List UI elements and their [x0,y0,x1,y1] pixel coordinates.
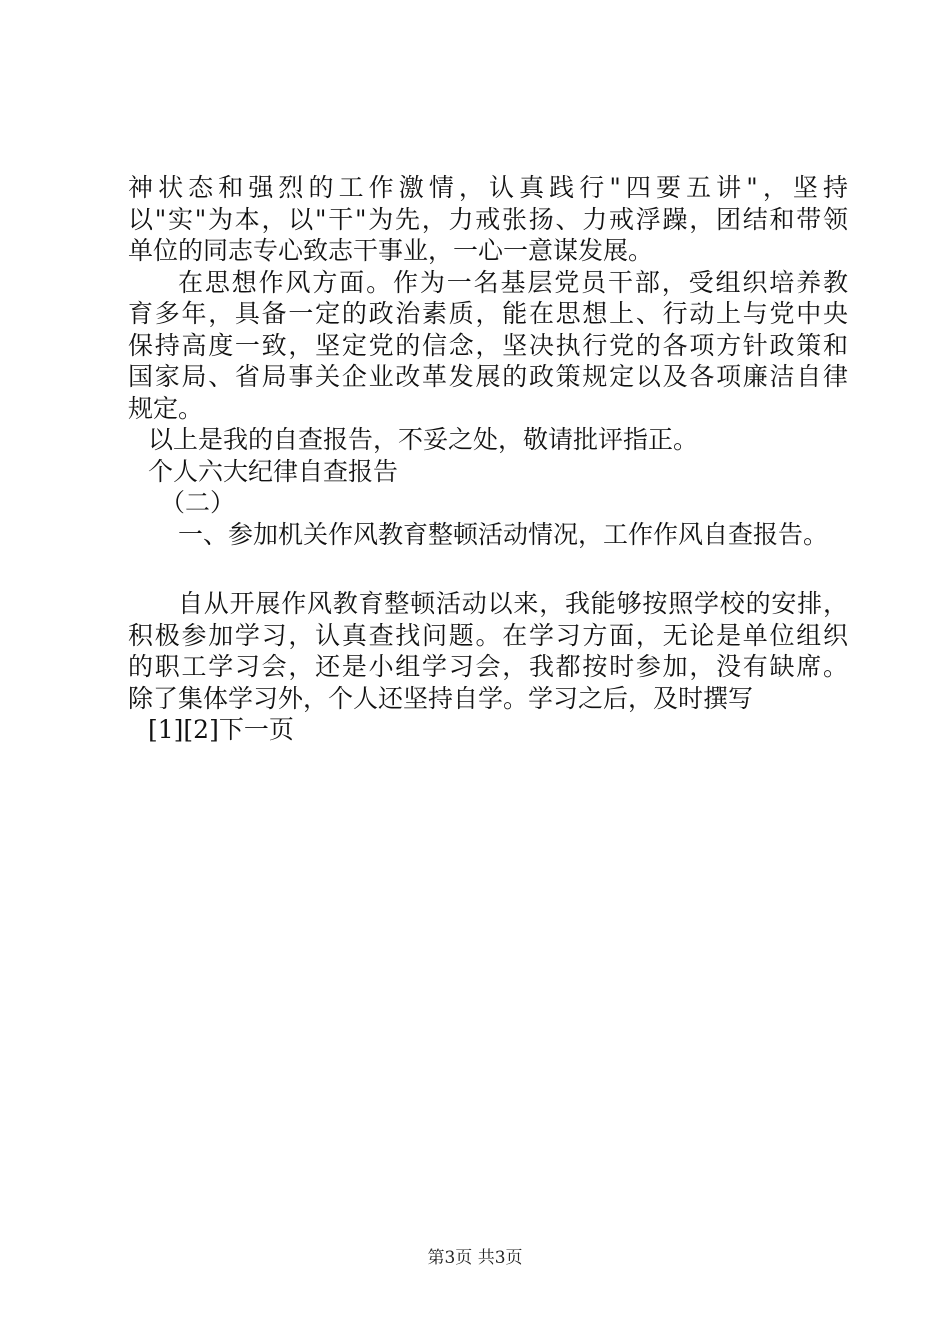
text-line: 的职工学习会，还是小组学习会，我都按时参加，没有缺席。 [128,652,848,681]
text-line: 以"实"为本，以"干"为先，力戒张扬、力戒浮躁，团结和带领 [128,204,848,234]
section-heading: 一、参加机关作风教育整顿活动情况，工作作风自查报告。 [178,519,829,549]
section-title: 个人六大纪律自查报告 [148,456,399,486]
text-line: 积极参加学习，认真查找问题。在学习方面，无论是单位组织 [128,620,848,650]
paragraph-start-line: 自从开展作风教育整顿活动以来，我能够按照学校的安排， [178,589,848,618]
text-line: 神状态和强烈的工作激情，认真践行"四要五讲"，坚持 [128,173,848,202]
blank-line [128,550,848,588]
text-line: 规定。 [128,393,204,423]
text-line: 除了集体学习外，个人还坚持自学。学习之后，及时撰写 [128,683,754,713]
text-line: 单位的同志专心致志干事业，一心一意谋发展。 [128,236,654,265]
text-line: 育多年，具备一定的政治素质，能在思想上、行动上与党中央 [128,299,848,328]
page-number-footer: 第3页 共3页 [427,1248,523,1268]
paragraph-start-line: 在思想作风方面。作为一名基层党员干部，受组织培养教 [178,267,848,297]
closing-line: 以上是我的自查报告，不妥之处，敬请批评指正。 [148,425,699,454]
pagination-links[interactable]: [1][2]下一页 [148,715,294,744]
document-body [128,172,848,746]
text-line: 保持高度一致，坚定党的信念，坚决执行党的各项方针政策和 [128,330,848,360]
text-line: 国家局、省局事关企业改革发展的政策规定以及各项廉洁自律 [128,362,848,391]
section-subtitle: （二） [160,488,236,517]
